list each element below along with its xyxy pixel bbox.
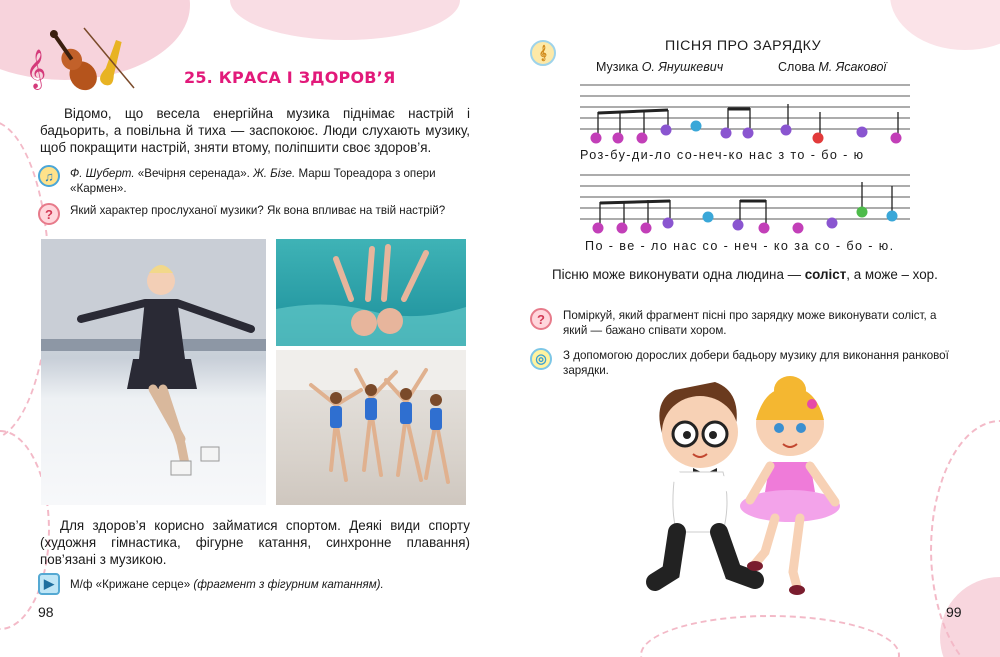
song-title: ПІСНЯ ПРО ЗАРЯДКУ [665,38,822,54]
soloist-text-start: Пісню може виконувати одна людина — [552,267,805,282]
work-serenade: «Вечірня серенада». [134,167,254,180]
video-note [70,577,470,592]
photo-rhythmic-gymnastics [276,350,466,505]
task-text: З допомогою дорослих добери бадьору музику для виконання ранкової зарядки. [563,349,949,377]
music-staff-2 [580,170,910,236]
listening-note [70,166,470,196]
work-toreador: Марш Тореадора з опери «Кармен». [70,167,436,195]
composer-bizet: Ж. Бізе. [253,167,296,180]
question-icon: ? [530,308,552,330]
question-text: Який характер прослуханої музики? Як вона впливає на твій настрій? [70,204,446,217]
headphones-icon: ♫ [38,165,60,187]
soloist-paragraph [530,266,962,283]
monitor-icon: ▶ [38,573,60,595]
spiral-icon: ◎ [530,348,552,370]
soloist-text-end: , а може – хор. [846,267,938,282]
notes-row-2 [593,207,898,234]
violin-icon [24,18,144,98]
words-author: М. Ясакової [818,60,887,74]
words-label: Слова [778,60,819,74]
music-author: О. Янушкевич [641,60,724,74]
treble-clef-icon: 𝄞 [530,40,556,66]
page-number: 99 [946,604,962,620]
lyrics-line-2: По - ве - ло нас со - неч - ко за со - бо - ю. [585,239,895,253]
page-number: 98 [38,604,54,620]
photo-synchronized-swimming [276,239,466,346]
dancing-children-illustration [615,372,870,607]
video-fragment: (фрагмент з фігурним катанням). [193,578,384,591]
music-staff-1 [580,80,910,150]
sport-paragraph: Для здоров’я корисно займатися спортом. Деякі види спорту (художня гімнастика, фігурне катання, синхронне плавання) пов’язані з музикою. [40,518,470,567]
soloist-term: соліст [804,267,847,282]
composer-schubert: Ф. Шуберт. [70,167,135,180]
svg-text:𝄞: 𝄞 [26,49,47,89]
lesson-title: 25. КРАСА І ЗДОРОВ’Я [184,68,396,87]
video-title: М/ф «Крижане серце» [70,578,194,591]
notes-row-1 [591,121,902,144]
music-label: Музика [596,60,642,74]
intro-paragraph: Відомо, що весела енергійна музика піднімає настрій і бадьорить, а повільна й тиха — заспокоює. Люди слухають музику, щоб покращити настрій, зняти втому, поліпшити своє здоров’я. [40,106,470,155]
music-credit [596,60,723,74]
question-icon: ? [38,203,60,225]
question-text-right: Поміркуй, який фрагмент пісні про зарядку може виконувати соліст, а який — бажано співати хором. [563,309,937,337]
lyrics-line-1: Роз-бу-ди-ло со-неч-ко нас з то - бо - ю [580,148,865,162]
photo-figure-skater [41,239,266,505]
words-credit [778,60,886,74]
